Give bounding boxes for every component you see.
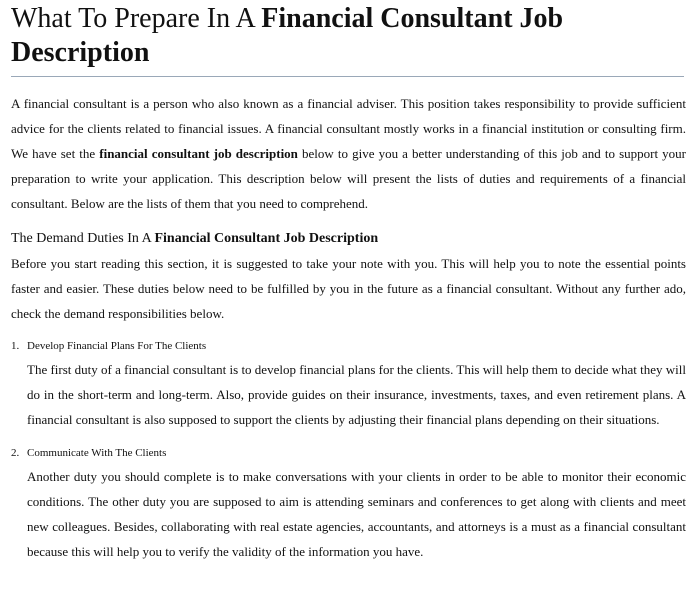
duty-title — [11, 442, 686, 464]
duty-number: 2. — [11, 447, 20, 459]
title-divider — [11, 76, 684, 77]
duties-list — [11, 335, 686, 564]
duty-title-text: Communicate With The Clients — [27, 447, 167, 459]
section-heading-normal: The Demand Duties In A — [11, 231, 151, 246]
intro-paragraph — [11, 91, 686, 216]
duty-item — [11, 335, 686, 432]
duty-description: The first duty of a financial consultant is to develop financial plans for the clients. This will help them to decide what they will do in the short-term and long-term. Also, provide guides on their insurance, investments, taxes, and even retirement plans. A financial consultant is also supposed to support the clients by adjusting their financial plans depending on their situations. — [27, 362, 686, 427]
duty-title — [11, 335, 686, 357]
title-bold: Financial Consultant Job Description — [11, 3, 564, 68]
duty-description: Another duty you should complete is to make conversations with your clients in order to be able to monitor their economic conditions. The other duty you are supposed to aim is attending seminars and conferences to get along with clients and meet new colleagues. Besides, collaborating with real estate agencies, accountants, and attorneys is a must as a financial consultant because this will help you to verify the validity of the information you have. — [27, 469, 686, 559]
duty-item — [11, 442, 686, 564]
intro-text-2: below to give you a better understanding of this job and to support your preparation to write your application. This description below will present the lists of duties and requirements of a financial consultant. Below are the lists of them that you need to comprehend. — [11, 146, 687, 211]
section-paragraph: Before you start reading this section, it is suggested to take your note with you. This will help you to note the essential points faster and easier. These duties below need to be fulfilled by you in the future as a financial consultant. Without any further ado, check the demand responsibilities below. — [11, 256, 686, 321]
article — [11, 0, 686, 564]
duty-number: 1. — [11, 340, 20, 352]
page-title — [11, 0, 686, 70]
duty-title-text: Develop Financial Plans For The Clients — [27, 340, 207, 352]
intro-text-1: A financial consultant is a person who also known as a financial adviser. This position takes responsibility to provide sufficient advice for the clients related to financial issues. A financial consultant mostly works in a financial institution or consulting firm. We have set the — [11, 96, 686, 161]
section-heading — [11, 227, 686, 251]
title-normal: What To Prepare In A — [11, 3, 255, 34]
intro-bold-link-text: financial consultant job description — [99, 146, 298, 161]
section-heading-bold: Financial Consultant Job Description — [154, 231, 379, 246]
